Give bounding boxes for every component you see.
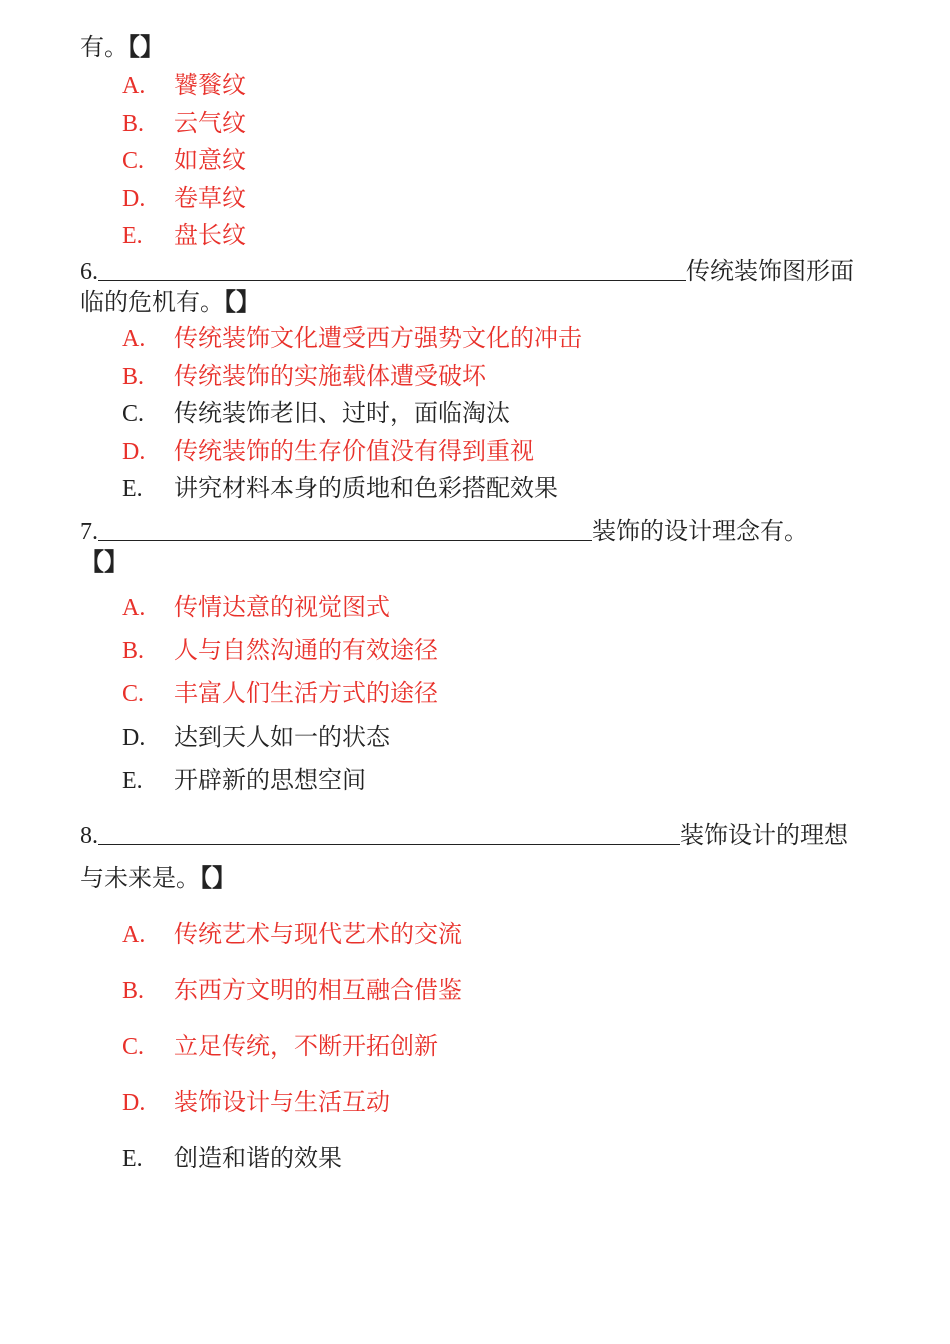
option-letter: C. <box>122 401 145 427</box>
option-text: 如意纹 <box>174 146 246 174</box>
option-letter: A. <box>122 595 146 621</box>
option-d <box>122 722 390 753</box>
option-letter: B. <box>122 110 145 137</box>
option-letter: A. <box>122 922 146 948</box>
option-d <box>122 183 246 214</box>
option-text: 开辟新的思想空间 <box>174 765 366 794</box>
option-a <box>122 70 246 101</box>
option-d <box>122 1087 390 1118</box>
option-letter: D. <box>122 724 146 751</box>
q5-stem-tail: 有。【】 <box>80 33 164 61</box>
option-a <box>122 592 390 623</box>
option-text: 传统装饰的生存价值没有得到重视 <box>174 436 534 465</box>
option-text: 饕餮纹 <box>174 71 246 99</box>
option-text: 装饰设计与生活互动 <box>174 1088 390 1116</box>
answer-bracket: 【】 <box>128 33 164 61</box>
option-letter: D. <box>122 185 146 212</box>
answer-bracket: 【】 <box>80 548 128 576</box>
option-c <box>122 1031 438 1062</box>
option-letter: A. <box>122 326 146 352</box>
question-number: 6. <box>80 259 98 285</box>
option-b <box>122 975 462 1006</box>
option-letter: E. <box>122 767 143 794</box>
answer-blank <box>98 258 686 281</box>
option-e <box>122 1143 342 1174</box>
option-letter: C. <box>122 148 145 174</box>
option-c <box>122 398 510 429</box>
q7-bracket-line <box>80 547 128 577</box>
option-letter: E. <box>122 1146 143 1172</box>
option-text: 传统装饰的实施载体遭受破坏 <box>174 361 486 390</box>
option-a <box>122 919 462 950</box>
option-text: 达到天人如一的状态 <box>174 722 390 751</box>
option-text: 传情达意的视觉图式 <box>174 593 390 621</box>
answer-blank <box>98 822 680 845</box>
option-text: 传统艺术与现代艺术的交流 <box>174 920 462 948</box>
option-c <box>122 145 246 176</box>
q6-stem-line1: 6. 传统装饰图形面 <box>80 257 854 285</box>
option-letter: B. <box>122 978 145 1004</box>
option-text: 创造和谐的效果 <box>174 1144 342 1172</box>
question-number: 7. <box>80 519 98 545</box>
answer-bracket: 【】 <box>200 864 236 892</box>
option-text: 讲究材料本身的质地和色彩搭配效果 <box>174 474 558 502</box>
question-number: 8. <box>80 823 98 849</box>
option-text: 传统装饰老旧、过时，面临淘汰 <box>174 399 510 427</box>
option-b <box>122 361 486 392</box>
option-letter: E. <box>122 476 143 502</box>
option-letter: C. <box>122 1034 145 1060</box>
option-e <box>122 765 366 796</box>
answer-bracket: 【】 <box>224 288 260 316</box>
option-letter: C. <box>122 681 145 708</box>
option-text: 传统装饰文化遭受西方强势文化的冲击 <box>174 324 582 352</box>
option-text: 卷草纹 <box>174 183 246 212</box>
option-text: 云气纹 <box>174 108 246 137</box>
option-letter: B. <box>122 638 145 665</box>
option-a <box>122 323 582 354</box>
option-letter: D. <box>122 1090 146 1116</box>
option-b <box>122 108 246 139</box>
option-text: 东西方文明的相互融合借鉴 <box>174 976 462 1004</box>
option-letter: A. <box>122 73 146 99</box>
q8-stem-line2: 与未来是。【】 <box>80 864 236 892</box>
option-letter: B. <box>122 363 145 390</box>
q6-stem-line2: 临的危机有。【】 <box>80 288 260 316</box>
option-letter: D. <box>122 438 146 465</box>
answer-blank <box>98 518 592 541</box>
option-text: 立足传统，不断开拓创新 <box>174 1032 438 1060</box>
option-b <box>122 635 438 666</box>
option-text: 丰富人们生活方式的途径 <box>174 679 438 708</box>
option-letter: E. <box>122 223 143 249</box>
option-text: 盘长纹 <box>174 221 246 249</box>
option-e <box>122 473 558 504</box>
option-d <box>122 436 534 467</box>
q7-stem-line1: 7. 装饰的设计理念有。 <box>80 517 808 545</box>
option-c <box>122 678 438 709</box>
q8-stem-line1: 8. 装饰设计的理想 <box>80 821 848 849</box>
option-e <box>122 220 246 251</box>
option-text: 人与自然沟通的有效途径 <box>174 636 438 665</box>
